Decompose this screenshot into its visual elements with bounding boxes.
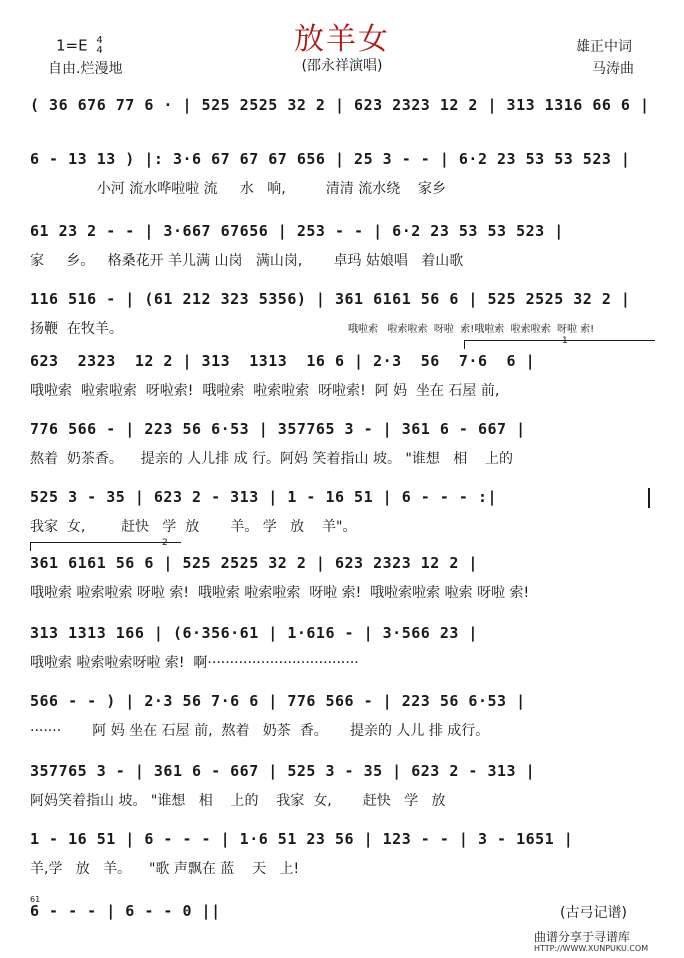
time-sig-top: 4 xyxy=(96,35,103,46)
notation-line: 525 3 - 35 | 623 2 - 313 | 1 - 16 51 | 6 - - - :| xyxy=(30,488,498,506)
lyric-line: 哦啦索 啦索啦索 呀啦索! 哦啦索 啦索啦索 呀啦索! 阿 妈 坐在 石屋 前, xyxy=(30,383,500,399)
notation-line: 361 6161 56 6 | 525 2525 32 2 | 623 2323 12 2 | xyxy=(30,554,478,572)
watermark-url: HTTP://WWW.XUNPUKU.COM xyxy=(534,944,649,953)
lyric-line: 阿妈笑着指山 坡。 "谁想 相 上的 我家 女, 赶快 学 放 xyxy=(30,793,446,809)
lyric-line: 哦啦索 啦索啦索 呀啦 索! 哦啦索 啦索啦索 呀啦 索! 哦啦索啦索 啦索 呀啦 索! xyxy=(30,585,530,601)
lyric-line: ······· 阿 妈 坐在 石屋 前, 熬着 奶茶 香。 提亲的 人儿 排 成行。 xyxy=(30,723,490,739)
time-signature xyxy=(96,36,102,56)
tempo-marking: 自由.烂漫地 xyxy=(48,61,123,77)
notation-line: 313 1313 166 | (6·356·61 | 1·616 - | 3·566 23 | xyxy=(30,624,478,642)
composer-credit: 马涛曲 xyxy=(592,61,634,77)
notation-line: ( 36 676 77 6 · | 525 2525 32 2 | 623 2323 12 2 | 313 1316 66 6 | xyxy=(30,96,650,114)
watermark-text: 曲谱分享于寻谱库 xyxy=(534,930,631,944)
notation-line: 1 - 16 51 | 6 - - - | 1·6 51 23 56 | 123 - - | 3 - 1651 | xyxy=(30,830,574,848)
lyricist-credit: 雄正中词 xyxy=(576,39,632,55)
notation-line: 623 2323 12 2 | 313 1313 16 6 | 2·3 56 7·6 6 | xyxy=(30,352,536,370)
notation-source: (古弓记谱) xyxy=(560,905,627,921)
singer-credit: (邵永祥演唱) xyxy=(301,58,383,74)
time-sig-bottom: 4 xyxy=(96,45,103,56)
notation-line: 6 - - - | 6 - - 0 || xyxy=(30,902,221,920)
notation-line: 566 - - ) | 2·3 56 7·6 6 | 776 566 - | 223 56 6·53 | xyxy=(30,692,526,710)
notation-line: 776 566 - | 223 56 6·53 | 357765 3 - | 361 6 - 667 | xyxy=(30,420,526,438)
song-title: 放羊女 xyxy=(294,22,390,57)
notation-line: 61 23 2 - - | 3·667 67656 | 253 - - | 6·2 23 53 53 523 | xyxy=(30,222,564,240)
notation-line: 6 - 13 13 ) |: 3·6 67 67 67 656 | 25 3 - - | 6·2 23 53 53 523 | xyxy=(30,150,631,168)
lyric-line: 小河 流水哗啦啦 流 水 响, 清清 流水绕 家乡 xyxy=(30,181,447,197)
lyric-line: 我家 女, 赶快 学 放 羊。 学 放 羊"。 xyxy=(30,519,357,535)
repeat-end-barline xyxy=(648,488,650,508)
lyric-line: 哦啦索 啦索啦索呀啦 索! 啊·································· xyxy=(30,655,359,671)
first-ending-bracket xyxy=(464,340,655,349)
notation-line: 116 516 - | (61 212 323 5356) | 361 6161 56 6 | 525 2525 32 2 | xyxy=(30,290,631,308)
lyric-line: 家 乡。 格桑花开 羊儿满 山岗 满山岗, 卓玛 姑娘唱 着山歌 xyxy=(30,253,464,269)
lyric-line: 熬着 奶茶香。 提亲的 人儿排 成 行。阿妈 笑着指山 坡。 "谁想 相 上的 xyxy=(30,451,513,467)
small-lyric-line: 哦啦索 啦索啦索 呀啦 索!哦啦索 啦索啦索 呀啦 索! xyxy=(348,324,595,335)
notation-line: 357765 3 - | 361 6 - 667 | 525 3 - 35 | 623 2 - 313 | xyxy=(30,762,536,780)
lyric-line: 羊,学 放 羊。 "歌 声飘在 蓝 天 上! xyxy=(30,861,300,877)
second-ending-bracket xyxy=(30,542,181,551)
key-signature xyxy=(56,36,103,56)
second-ending-label: 2 xyxy=(162,538,168,548)
first-ending-label: 1 xyxy=(562,336,568,346)
key-label: 1=E xyxy=(56,36,88,55)
grace-note: 61 xyxy=(30,895,41,904)
lyric-line: 扬鞭 在牧羊。 xyxy=(30,321,123,337)
